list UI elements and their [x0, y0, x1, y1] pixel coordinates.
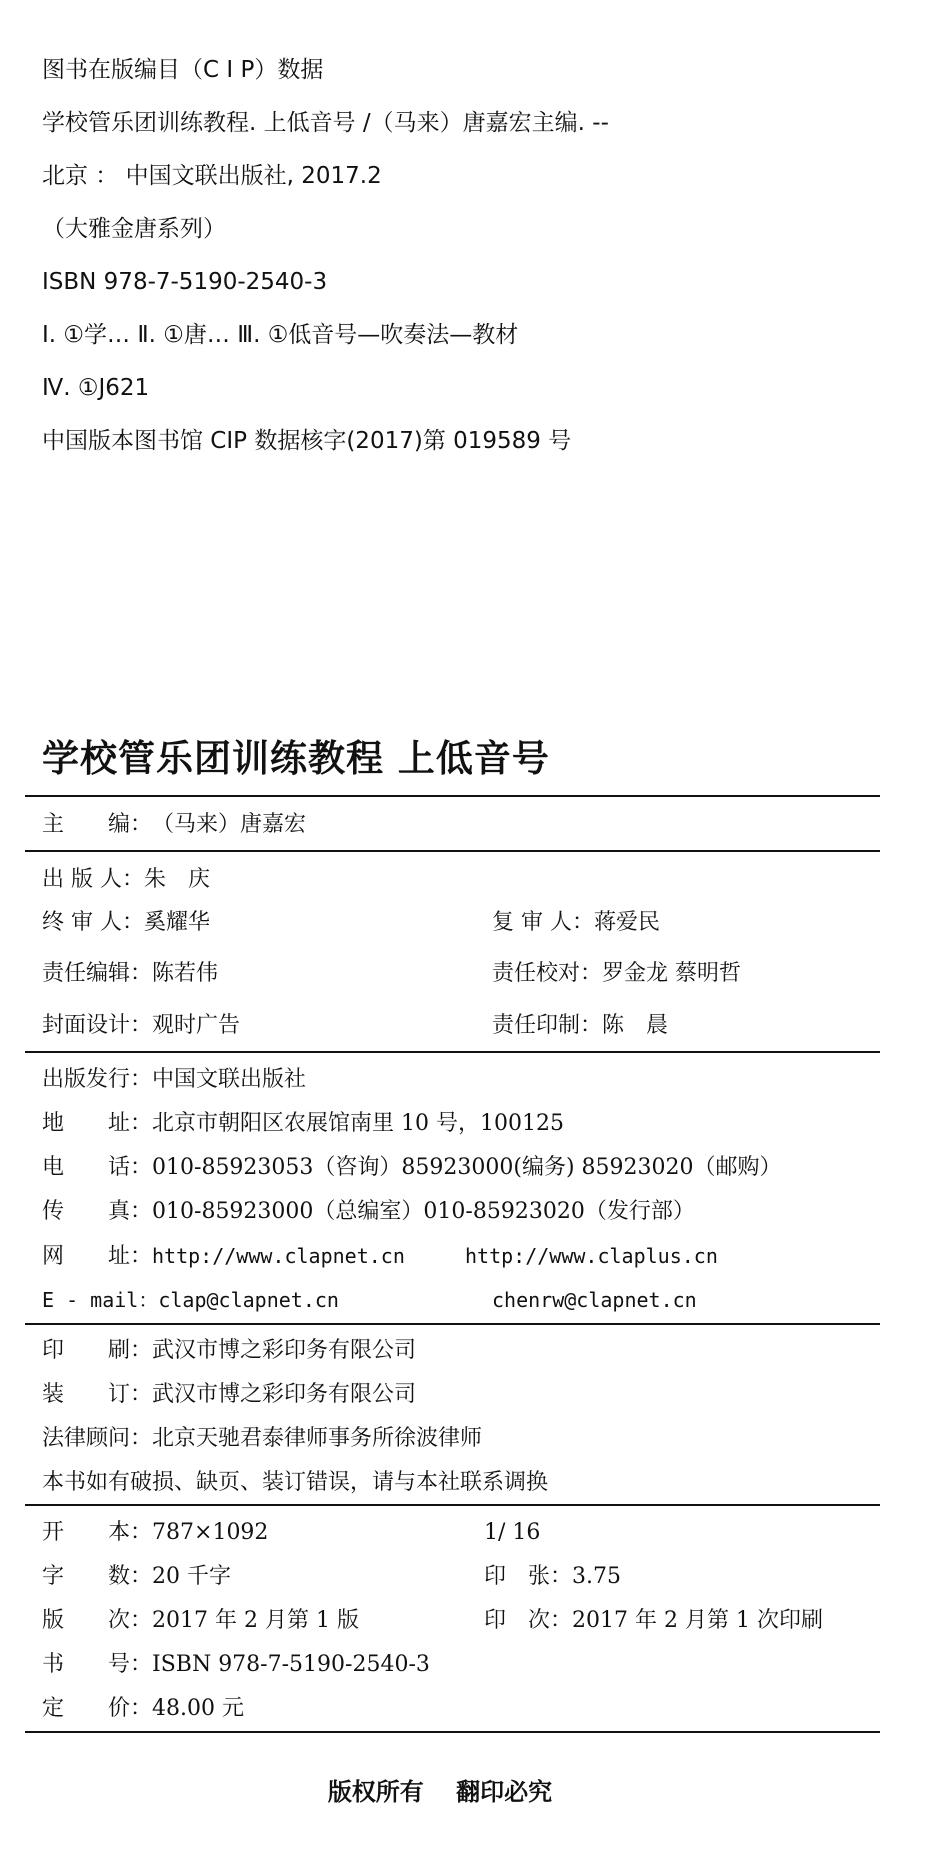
format-row [42, 1519, 268, 1547]
email-link-1[interactable]: clap@clapnet.cn [158, 1288, 339, 1312]
fax-label: 传 真： [42, 1199, 153, 1224]
binder-row [42, 1381, 416, 1409]
distributor-row [42, 1066, 306, 1094]
final-reviewer-value: 奚耀华 [144, 910, 211, 935]
cip-line-cip-number: 中国版本图书馆 CIP 数据核字(2017)第 019589 号 [42, 428, 572, 454]
divider-editor [25, 850, 880, 852]
impression-value: 2017 年 2 月第 1 次印刷 [572, 1608, 823, 1633]
cip-line-series: （大雅金唐系列） [42, 216, 226, 242]
sheets-row [484, 1563, 621, 1591]
website-row-2 [465, 1242, 718, 1271]
format-value: 787×1092 [152, 1520, 269, 1545]
publisher-person-value: 朱 庆 [144, 867, 211, 892]
cip-line-title: 学校管乐团训练教程. 上低音号 /（马来）唐嘉宏主编. -- [42, 110, 609, 136]
address-value: 北京市朝阳区农展馆南里 10 号，100125 [152, 1111, 564, 1136]
second-reviewer-row [492, 909, 660, 937]
cip-line-classification: Ⅰ. ①学… Ⅱ. ①唐… Ⅲ. ①低音号—吹奏法—教材 [42, 322, 519, 348]
copyright-notice: 版权所有 翻印必究 [327, 1778, 553, 1806]
legal-row [42, 1425, 482, 1453]
editor-row [42, 811, 306, 839]
isbn-label: 书 号： [42, 1652, 153, 1677]
cover-design-value: 观时广告 [152, 1013, 241, 1038]
format-label: 开 本： [42, 1520, 153, 1545]
cover-design-label: 封面设计： [42, 1013, 153, 1038]
cip-heading: 图书在版编目（C I P）数据 [42, 57, 324, 83]
legal-value: 北京天驰君泰律师事务所徐波律师 [152, 1426, 483, 1451]
print-manager-row [492, 1012, 668, 1040]
second-reviewer-label: 复 审 人： [492, 910, 594, 935]
format-fraction: 1/ 16 [484, 1520, 541, 1545]
editor-label: 主 编： [42, 812, 153, 837]
phone-value: 010-85923053（咨询）85923000(编务) 85923020（邮购） [152, 1155, 782, 1180]
website-label: 网 址： [42, 1244, 153, 1269]
divider-staff [25, 1051, 880, 1053]
binder-label: 装 订： [42, 1382, 153, 1407]
divider-bottom [25, 1731, 880, 1733]
responsible-editor-row [42, 960, 218, 988]
cip-line-class-code: Ⅳ. ①J621 [42, 375, 150, 401]
print-manager-value: 陈 晨 [602, 1013, 669, 1038]
proofreader-row [492, 960, 741, 988]
price-row [42, 1695, 244, 1723]
book-title: 学校管乐团训练教程 上低音号 [42, 737, 550, 780]
responsible-editor-value: 陈若伟 [152, 961, 219, 986]
email-row [42, 1286, 339, 1315]
website-row [42, 1242, 405, 1271]
printer-value: 武汉市博之彩印务有限公司 [152, 1338, 417, 1363]
publisher-person-label: 出 版 人： [42, 867, 144, 892]
words-row [42, 1563, 231, 1591]
phone-row [42, 1154, 782, 1182]
sheets-label: 印 张： [484, 1564, 573, 1589]
second-reviewer-value: 蒋爱民 [594, 910, 661, 935]
publisher-person-row [42, 866, 210, 894]
email-link-2[interactable]: chenrw@clapnet.cn [492, 1288, 697, 1312]
impression-row [484, 1607, 823, 1635]
address-row [42, 1110, 564, 1138]
price-value: 48.00 元 [152, 1696, 244, 1721]
responsible-editor-label: 责任编辑： [42, 961, 153, 986]
website-link-1[interactable]: http://www.clapnet.cn [152, 1244, 405, 1268]
cover-design-row [42, 1012, 240, 1040]
divider-top [25, 795, 880, 797]
edition-row [42, 1607, 359, 1635]
address-label: 地 址： [42, 1111, 153, 1136]
distributor-value: 中国文联出版社 [152, 1067, 307, 1092]
proofreader-label: 责任校对： [492, 961, 603, 986]
printer-label: 印 刷： [42, 1338, 153, 1363]
editor-value: （马来）唐嘉宏 [152, 812, 307, 837]
divider-publisher [25, 1323, 880, 1325]
cip-line-isbn: ISBN 978-7-5190-2540-3 [42, 269, 328, 295]
website-link-2[interactable]: http://www.claplus.cn [465, 1244, 718, 1268]
email-row-2 [492, 1286, 697, 1315]
divider-printing [25, 1504, 880, 1506]
binder-value: 武汉市博之彩印务有限公司 [152, 1382, 417, 1407]
distributor-label: 出版发行： [42, 1067, 153, 1092]
legal-label: 法律顾问： [42, 1426, 153, 1451]
proofreader-value: 罗金龙 蔡明哲 [602, 961, 742, 986]
fax-value: 010-85923000（总编室）010-85923020（发行部） [152, 1199, 695, 1224]
cip-line-publisher: 北京 ： 中国文联出版社, 2017.2 [42, 163, 382, 189]
sheets-value: 3.75 [572, 1564, 621, 1589]
damage-notice: 本书如有破损、缺页、装订错误，请与本社联系调换 [42, 1470, 549, 1495]
price-label: 定 价： [42, 1696, 153, 1721]
fax-row [42, 1198, 695, 1226]
phone-label: 电 话： [42, 1155, 153, 1180]
edition-label: 版 次： [42, 1608, 153, 1633]
final-reviewer-row [42, 909, 210, 937]
final-reviewer-label: 终 审 人： [42, 910, 144, 935]
email-label: E - mail： [42, 1288, 159, 1312]
printer-row [42, 1337, 416, 1365]
words-value: 20 千字 [152, 1564, 232, 1589]
isbn-value: ISBN 978-7-5190-2540-3 [152, 1652, 430, 1677]
words-label: 字 数： [42, 1564, 153, 1589]
impression-label: 印 次： [484, 1608, 573, 1633]
print-manager-label: 责任印制： [492, 1013, 603, 1038]
edition-value: 2017 年 2 月第 1 版 [152, 1608, 359, 1633]
isbn-row [42, 1651, 430, 1679]
